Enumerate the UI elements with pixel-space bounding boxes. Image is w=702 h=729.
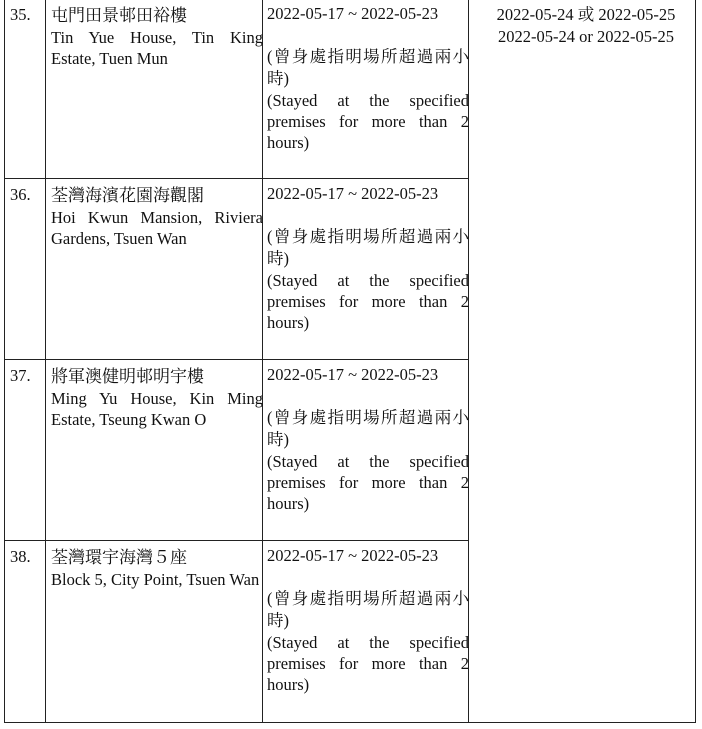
premises-name-en: Tin Yue House, Tin King Estate, Tuen Mun xyxy=(51,28,263,68)
premises-name xyxy=(51,180,263,249)
note-en: (Stayed at the specified premises for more than 2 hours) xyxy=(267,271,469,332)
row-number: 37. xyxy=(10,366,31,385)
period-of-stay xyxy=(267,0,469,153)
table-border-bottom xyxy=(4,722,696,723)
premises-name xyxy=(51,0,263,69)
row-divider xyxy=(4,359,469,360)
row-number: 35. xyxy=(10,5,31,24)
note-zh: (曾身處指明場所超過兩小時) xyxy=(267,47,469,88)
table-border-right xyxy=(695,0,696,723)
row-number: 36. xyxy=(10,185,31,204)
period-dates: 2022-05-17 ~ 2022-05-23 xyxy=(267,4,439,23)
row-divider xyxy=(4,540,469,541)
period-of-stay xyxy=(267,361,469,514)
premises-name xyxy=(51,361,263,430)
test-dates-zh: 2022-05-24 或 2022-05-25 xyxy=(496,5,676,24)
note-en: (Stayed at the specified premises for more than 2 hours) xyxy=(267,633,469,694)
premises-name-en: Ming Yu House, Kin Ming Estate, Tseung Kwan O xyxy=(51,389,263,429)
period-dates: 2022-05-17 ~ 2022-05-23 xyxy=(267,365,439,384)
premises-name-zh: 荃灣海濱花園海觀閣 xyxy=(51,186,204,205)
period-dates: 2022-05-17 ~ 2022-05-23 xyxy=(267,184,439,203)
note-zh: (曾身處指明場所超過兩小時) xyxy=(267,408,469,449)
test-dates-en: 2022-05-24 or 2022-05-25 xyxy=(498,27,674,46)
premises-table xyxy=(4,0,696,723)
table-border-left xyxy=(4,0,5,723)
note-en: (Stayed at the specified premises for more than 2 hours) xyxy=(267,91,469,152)
premises-name-zh: 屯門田景邨田裕樓 xyxy=(51,6,187,25)
note-zh: (曾身處指明場所超過兩小時) xyxy=(267,227,469,268)
premises-name xyxy=(51,542,263,590)
note-en: (Stayed at the specified premises for more than 2 hours) xyxy=(267,452,469,513)
premises-name-en: Block 5, City Point, Tsuen Wan xyxy=(51,570,260,589)
period-of-stay xyxy=(267,180,469,333)
premises-name-en: Hoi Kwun Mansion, Riviera Gardens, Tsuen Wan xyxy=(51,208,263,248)
period-of-stay xyxy=(267,542,469,695)
row-divider xyxy=(4,178,469,179)
note-zh: (曾身處指明場所超過兩小時) xyxy=(267,589,469,630)
compulsory-test-dates xyxy=(473,0,699,48)
premises-name-zh: 將軍澳健明邨明宇樓 xyxy=(51,367,204,386)
row-number: 38. xyxy=(10,547,31,566)
premises-name-zh: 荃灣環宇海灣５座 xyxy=(51,548,187,567)
period-dates: 2022-05-17 ~ 2022-05-23 xyxy=(267,546,439,565)
